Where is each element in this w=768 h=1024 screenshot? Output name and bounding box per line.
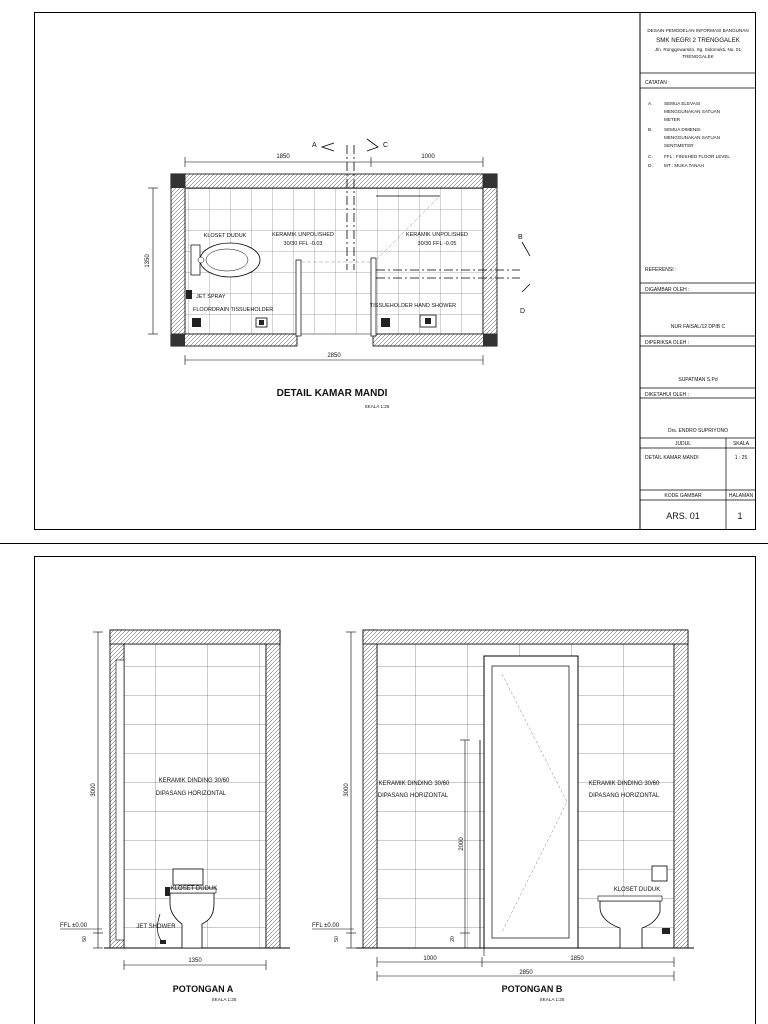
partition-wall (296, 260, 301, 336)
plan-dim-left: 1850 (276, 154, 290, 160)
section-a-wall-right (266, 630, 280, 948)
jet-spray-icon (186, 290, 192, 299)
plan-label-keramik-left-1: KERAMIK UNPOLISHED (271, 232, 335, 238)
section-b-label-kloset: KLOSET DUDUK (613, 887, 661, 893)
valve-icon (160, 940, 166, 944)
hand-shower-head (425, 318, 431, 324)
section-b-dim-small-2: 20 (450, 936, 456, 942)
section-b-dim-right: 1850 (570, 956, 584, 962)
judul-value: DETAIL KAMAR MANDI (645, 455, 699, 461)
note-d-letter: D. (648, 164, 653, 169)
institution-line-4: TRENGGALEK (682, 54, 714, 59)
digambar-label: DIGAMBAR OLEH : (645, 287, 690, 293)
toilet-seat (206, 249, 248, 271)
section-a-label-kloset: KLOSET DUDUK (170, 886, 218, 892)
section-label-b: B (518, 234, 523, 241)
section-b-wall-right (674, 630, 688, 948)
note-c-line-1: FFL : FINISHED FLOOR LEVEL (664, 154, 730, 159)
plan-wall-bottom-right (373, 334, 497, 346)
note-c-letter: C. (648, 155, 653, 160)
section-label-c: C (383, 142, 389, 149)
kode-label: KODE GAMBAR (664, 493, 702, 499)
halaman-label: HALAMAN (728, 493, 754, 499)
section-b-dim-small: 50 (334, 936, 340, 942)
plan-wall-left (171, 174, 185, 346)
note-d-line-1: MT : MUKA TANAH (664, 163, 704, 168)
section-b-scale: SKALA 1:25 (539, 997, 565, 1002)
section-label-d: D (520, 308, 526, 315)
section-a-dim-width: 1350 (188, 958, 202, 964)
diperiksa-label: DIPERIKSA OLEH : (645, 340, 690, 346)
toilet-seat (598, 896, 662, 901)
section-b-wall-top (363, 630, 688, 644)
note-a-line-2: MENGGUNAKAN SATUAN (664, 109, 721, 114)
section-b-dim-total: 2850 (519, 970, 533, 976)
section-a-label-wall-2: DIPASANG HORIZONTAL (155, 791, 227, 797)
diperiksa-name: SUPATMAN S.Pd (678, 377, 718, 383)
jet-shower-icon (165, 887, 170, 896)
note-b-line-2: MENGGUNAKAN SATUAN (664, 135, 721, 140)
valve-icon (662, 928, 670, 934)
plan-dim-total: 2850 (327, 353, 341, 359)
section-b-wall-left (363, 630, 377, 948)
note-b-line-1: SEMUA DIMENSI (664, 127, 701, 132)
judul-label: JUDUL (674, 441, 692, 447)
section-b-label-wall-left-1: KERAMIK DINDING 30/60 (378, 781, 450, 787)
plan-label-keramik-right-1: KERAMIK UNPOLISHED (405, 232, 469, 238)
section-arrow-icon (522, 242, 530, 256)
section-b-door-panel (492, 666, 569, 938)
section-arrow-icon (367, 139, 378, 151)
section-b-label-wall-right-2: DIPASANG HORIZONTAL (588, 793, 660, 799)
section-b-dim-left: 1000 (423, 956, 437, 962)
toilet-flush-icon (198, 257, 204, 263)
plan-label-keramik-right-2: 30/30 FFL -0.05 (417, 241, 457, 247)
title-block (640, 12, 756, 530)
note-b-line-3: SENTIMETER (664, 143, 694, 148)
note-a-line-3: METER (664, 117, 681, 122)
diketahui-name: Drs. ENDRO SUPRIYONO (667, 428, 729, 434)
section-arrow-icon (522, 284, 530, 292)
partition-wall (371, 258, 376, 336)
section-a-scale: SKALA 1:25 (211, 997, 237, 1002)
floordrain-icon (192, 318, 201, 327)
section-a-dim-small: 50 (82, 936, 88, 942)
institution-line-3: Jln. Ronggowarsito, Sg. Sidomukti, No. 01 (654, 47, 742, 52)
plan-wall-top (171, 174, 497, 188)
section-a-label-jet: JET SHOWER (136, 924, 176, 930)
catatan-label: CATATAN : (645, 80, 670, 86)
plan-dim-height: 1350 (145, 254, 151, 268)
plan-label-keramik-left-2: 30/30 FFL -0.03 (283, 241, 323, 247)
diketahui-label: DIKETAHUI OLEH : (645, 392, 690, 398)
referensi-label: REFERENSI : (645, 267, 677, 273)
plan-column (483, 174, 497, 188)
section-a-door-frame (116, 660, 124, 940)
section-b-dim-door: 2000 (459, 837, 465, 851)
skala-value: 1 : 25 (734, 455, 748, 461)
section-a-dim-height: 3000 (91, 783, 97, 797)
kode-value: ARS. 01 (666, 511, 700, 521)
institution-line-1: DESAIN PEMODELAN INFORMASI BANGUNAN (647, 28, 749, 33)
section-a-ffl: FFL ±0.00 (60, 923, 88, 929)
toilet-tank (652, 866, 667, 881)
section-b-label-wall-right-1: KERAMIK DINDING 30/60 (588, 781, 660, 787)
plan-wall-bottom-left (171, 334, 297, 346)
plan-wall-right (483, 174, 497, 346)
plan-label-floordrain: FLOORDRAIN TISSUEHOLDER (193, 307, 274, 313)
section-b-dim-height: 3000 (344, 783, 350, 797)
plan-dim-right: 1000 (421, 154, 435, 160)
section-a-title: POTONGAN A (172, 984, 234, 994)
note-b-letter: B. (648, 128, 653, 133)
note-a-letter: A. (648, 102, 653, 107)
section-arrow-icon (322, 143, 334, 151)
floor-plan (145, 139, 530, 409)
plan-column (483, 334, 497, 346)
section-b-drawing (312, 630, 694, 1002)
section-label-a: A (312, 142, 317, 149)
plan-column (171, 334, 185, 346)
plan-scale: SKALA 1:25 (364, 404, 390, 409)
tissueholder-icon (381, 318, 390, 327)
section-a-wall-top (110, 630, 280, 644)
plan-label-tissue-shower: TISSUEHOLDER HAND SHOWER (369, 303, 457, 309)
section-b-label-wall-left-2: DIPASANG HORIZONTAL (377, 793, 449, 799)
note-a-line-1: SEMUA ELEVASI (664, 101, 701, 106)
tissueholder-core (259, 320, 264, 325)
halaman-value: 1 (737, 511, 743, 521)
plan-label-jet-spray: JET SPRAY (196, 294, 226, 300)
digambar-name: NUR FAISAL/12 DPIB C (670, 324, 726, 330)
plan-label-kloset: KLOSET DUDUK (203, 233, 247, 239)
plan-title: DETAIL KAMAR MANDI (276, 388, 388, 399)
section-b-ffl: FFL ±0.00 (312, 923, 340, 929)
section-b-title: POTONGAN B (501, 984, 563, 994)
plan-column (171, 174, 185, 188)
skala-label: SKALA (732, 441, 750, 447)
institution-line-2: SMK NEGRI 2 TRENGGALEK (656, 37, 740, 44)
section-a-drawing (60, 630, 290, 1002)
section-a-label-wall-1: KERAMIK DINDING 30/60 (158, 778, 230, 784)
toilet-tank (173, 869, 203, 885)
